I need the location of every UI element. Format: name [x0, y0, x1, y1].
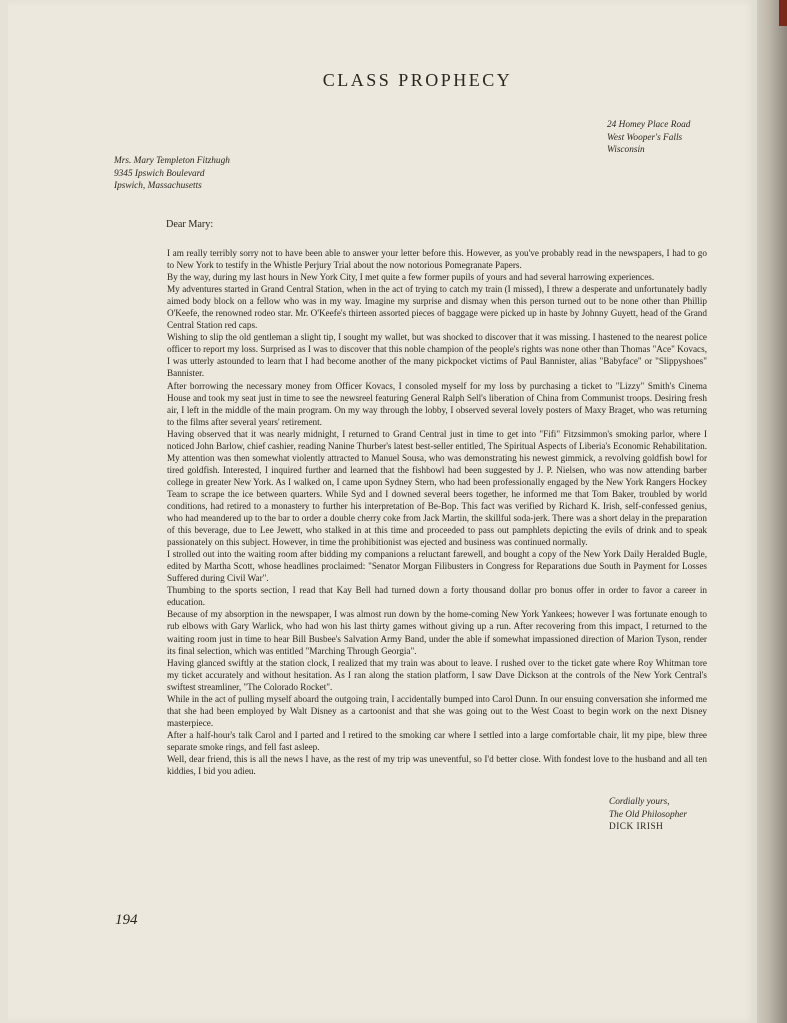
- return-address-line: 24 Homey Place Road: [607, 120, 691, 130]
- signature: DICK IRISH: [609, 822, 664, 832]
- paragraph: While in the act of pulling myself aboard the outgoing train, I accidentally bumped into Carol Dunn. In our ensuing conversation she informed me that she had been employed by Walt Disney as a cartoonist and that she was going out to the West Coast to begin work on the next Disney masterpiece.: [167, 693, 707, 728]
- return-address: [607, 119, 690, 157]
- paragraph: Thumbing to the sports section, I read that Kay Bell had turned down a forty thousand dollar pro bonus offer in order to favor a career in education.: [167, 585, 707, 608]
- paragraph: By the way, during my last hours in New York City, I met quite a few former pupils of yours and had several harrowing experiences.: [167, 272, 655, 283]
- book-spine: [757, 0, 787, 1023]
- inside-address: [114, 155, 230, 193]
- paragraph: I strolled out into the waiting room after bidding my companions a reluctant farewell, and bought a copy of the New York Daily Heralded Bugle, edited by Martha Scott, whose headlines proclaimed: "Senator Morgan Filibusters in Congress for Reparations due South in Payment for Losses Suffered during Civil War".: [167, 549, 707, 584]
- inside-address-line: 9345 Ipswich Boulevard: [114, 168, 205, 179]
- return-address-line: West Wooper's Falls: [607, 132, 683, 143]
- paragraph: My adventures started in Grand Central Station, when in the act of trying to catch my train (I missed), I threw a desperate and unfortunately badly aimed body block on a fellow who was in my way. Imagine my surprise and dismay when this person turned out to be none other than Phillip O'Keefe, the renowned rodeo star. Mr. O'Keefe's thirteen assorted pieces of baggage were picked up in haste by Johnny Guyett, head of the Grand Central Station red caps.: [167, 284, 707, 331]
- closing-block: [609, 796, 687, 834]
- paragraph: After borrowing the necessary money from Officer Kovacs, I consoled myself for my loss by purchasing a ticket to "Lizzy" Smith's Cinema House and took my seat just in time to see the newsreel featuring General Ralph Sell's liberation of China from Communist troops. Desiring fresh air, I left in the middle of the main program. On my way through the lobby, I observed several lovely posters of Maxy Braget, who was returning to the films after several years' retirement.: [167, 380, 707, 427]
- closing-line: The Old Philosopher: [609, 809, 687, 820]
- paragraph: Because of my absorption in the newspaper, I was almost run down by the home-coming New York Yankees; however I was fortunate enough to rub elbows with Gary Warlick, who had won his last thirty games without giving up a run. After recovering from this impact, I returned to the waiting room just in time to hear Bill Busbee's Salvation Army Band, under the able if somewhat impassioned direction of Marion Tyson, render its final selection, which was entitled "Marching Through Georgia".: [167, 609, 707, 656]
- page-title: CLASS PROPHECY: [322, 70, 513, 90]
- page-number: 194: [115, 912, 138, 928]
- paragraph: Having glanced swiftly at the station clock, I realized that my train was about to leave. I rushed over to the ticket gate where Roy Whitman tore my ticket accurately and without hesitation. As I ran along the station platform, I saw Dave Dickson at the controls of the New York Central's swiftest streamliner, "The Colorado Rocket".: [167, 657, 707, 692]
- paragraph: I am really terribly sorry not to have been able to answer your letter before this. However, as you've probably read in the newspapers, I had to go to New York to testify in the Whistle Perjury Trial about the now notorious Pomegranate Papers.: [167, 248, 707, 271]
- paragraph: Wishing to slip the old gentleman a slight tip, I sought my wallet, but was shocked to discover that it was missing. I hastened to the nearest police officer to report my loss. Surprised as I was to discover that this noble champion of the people's rights was none other than Thomas "Ace" Kovacs, I was utterly astounded to learn that I had become another of the many pickpocket victims of Paul Bannister, alias "Babyface" or "Slippyshoes" Bannister.: [167, 332, 707, 379]
- letter-body: [167, 247, 707, 777]
- paragraph: After a half-hour's talk Carol and I parted and I retired to the smoking car where I settled into a large comfortable chair, lit my pipe, blew three separate smoke rings, and fell fast asleep.: [167, 729, 707, 752]
- paragraph: Well, dear friend, this is all the news I have, as the rest of my trip was uneventful, so I'd better close. With fondest love to the husband and all ten kiddies, I bid you adieu.: [167, 753, 707, 777]
- inside-address-line: Ipswich, Massachusetts: [114, 181, 202, 191]
- paragraph: Having observed that it was nearly midnight, I returned to Grand Central just in time to get into "Fifi" Fitzsimmon's smoking parlor, where I noticed John Barlow, chief cashier, reading Nanine Thurber's latest best-seller entitled, The Spiritual Aspects of Liberia's Economic Rehabilitation. My attention was then somewhat violently attracted to Manuel Sousa, who was demonstrating his newest gimmick, a revolving goldfish bowl for tired goldfish. Interested, I inquired further and learned that the fishbowl had been suggested by J. P. Nielsen, who was now attending barber college in greater New York. As I walked on, I came upon Sydney Stern, who had been professionally engaged by the New York Rangers Hockey Team to scrape the ice between quarters. While Syd and I downed several beers together, he informed me that Tom Baker, troubled by world conditions, had retired to a monastery to further his interpretation of Be-Bop. This fact was verified by Richard K. Irish, self-confessed genius, who had meandered up to the bar to order a double cherry coke from Jack Martin, the skillful soda-jerk. There was a short delay in the preparation of this beverage, due to Lee Jewett, who stalked in at this time and proceeded to pass out pamphlets depicting the evils of drink and to speak passionately on this subject. However, in time the prohibitionist was ejected and business was continued normally.: [167, 428, 707, 548]
- return-address-line: Wisconsin: [607, 145, 645, 155]
- closing-line: Cordially yours,: [609, 797, 670, 807]
- spine-tab: [779, 0, 787, 26]
- salutation: Dear Mary:: [166, 219, 214, 230]
- inside-address-line: Mrs. Mary Templeton Fitzhugh: [114, 156, 230, 166]
